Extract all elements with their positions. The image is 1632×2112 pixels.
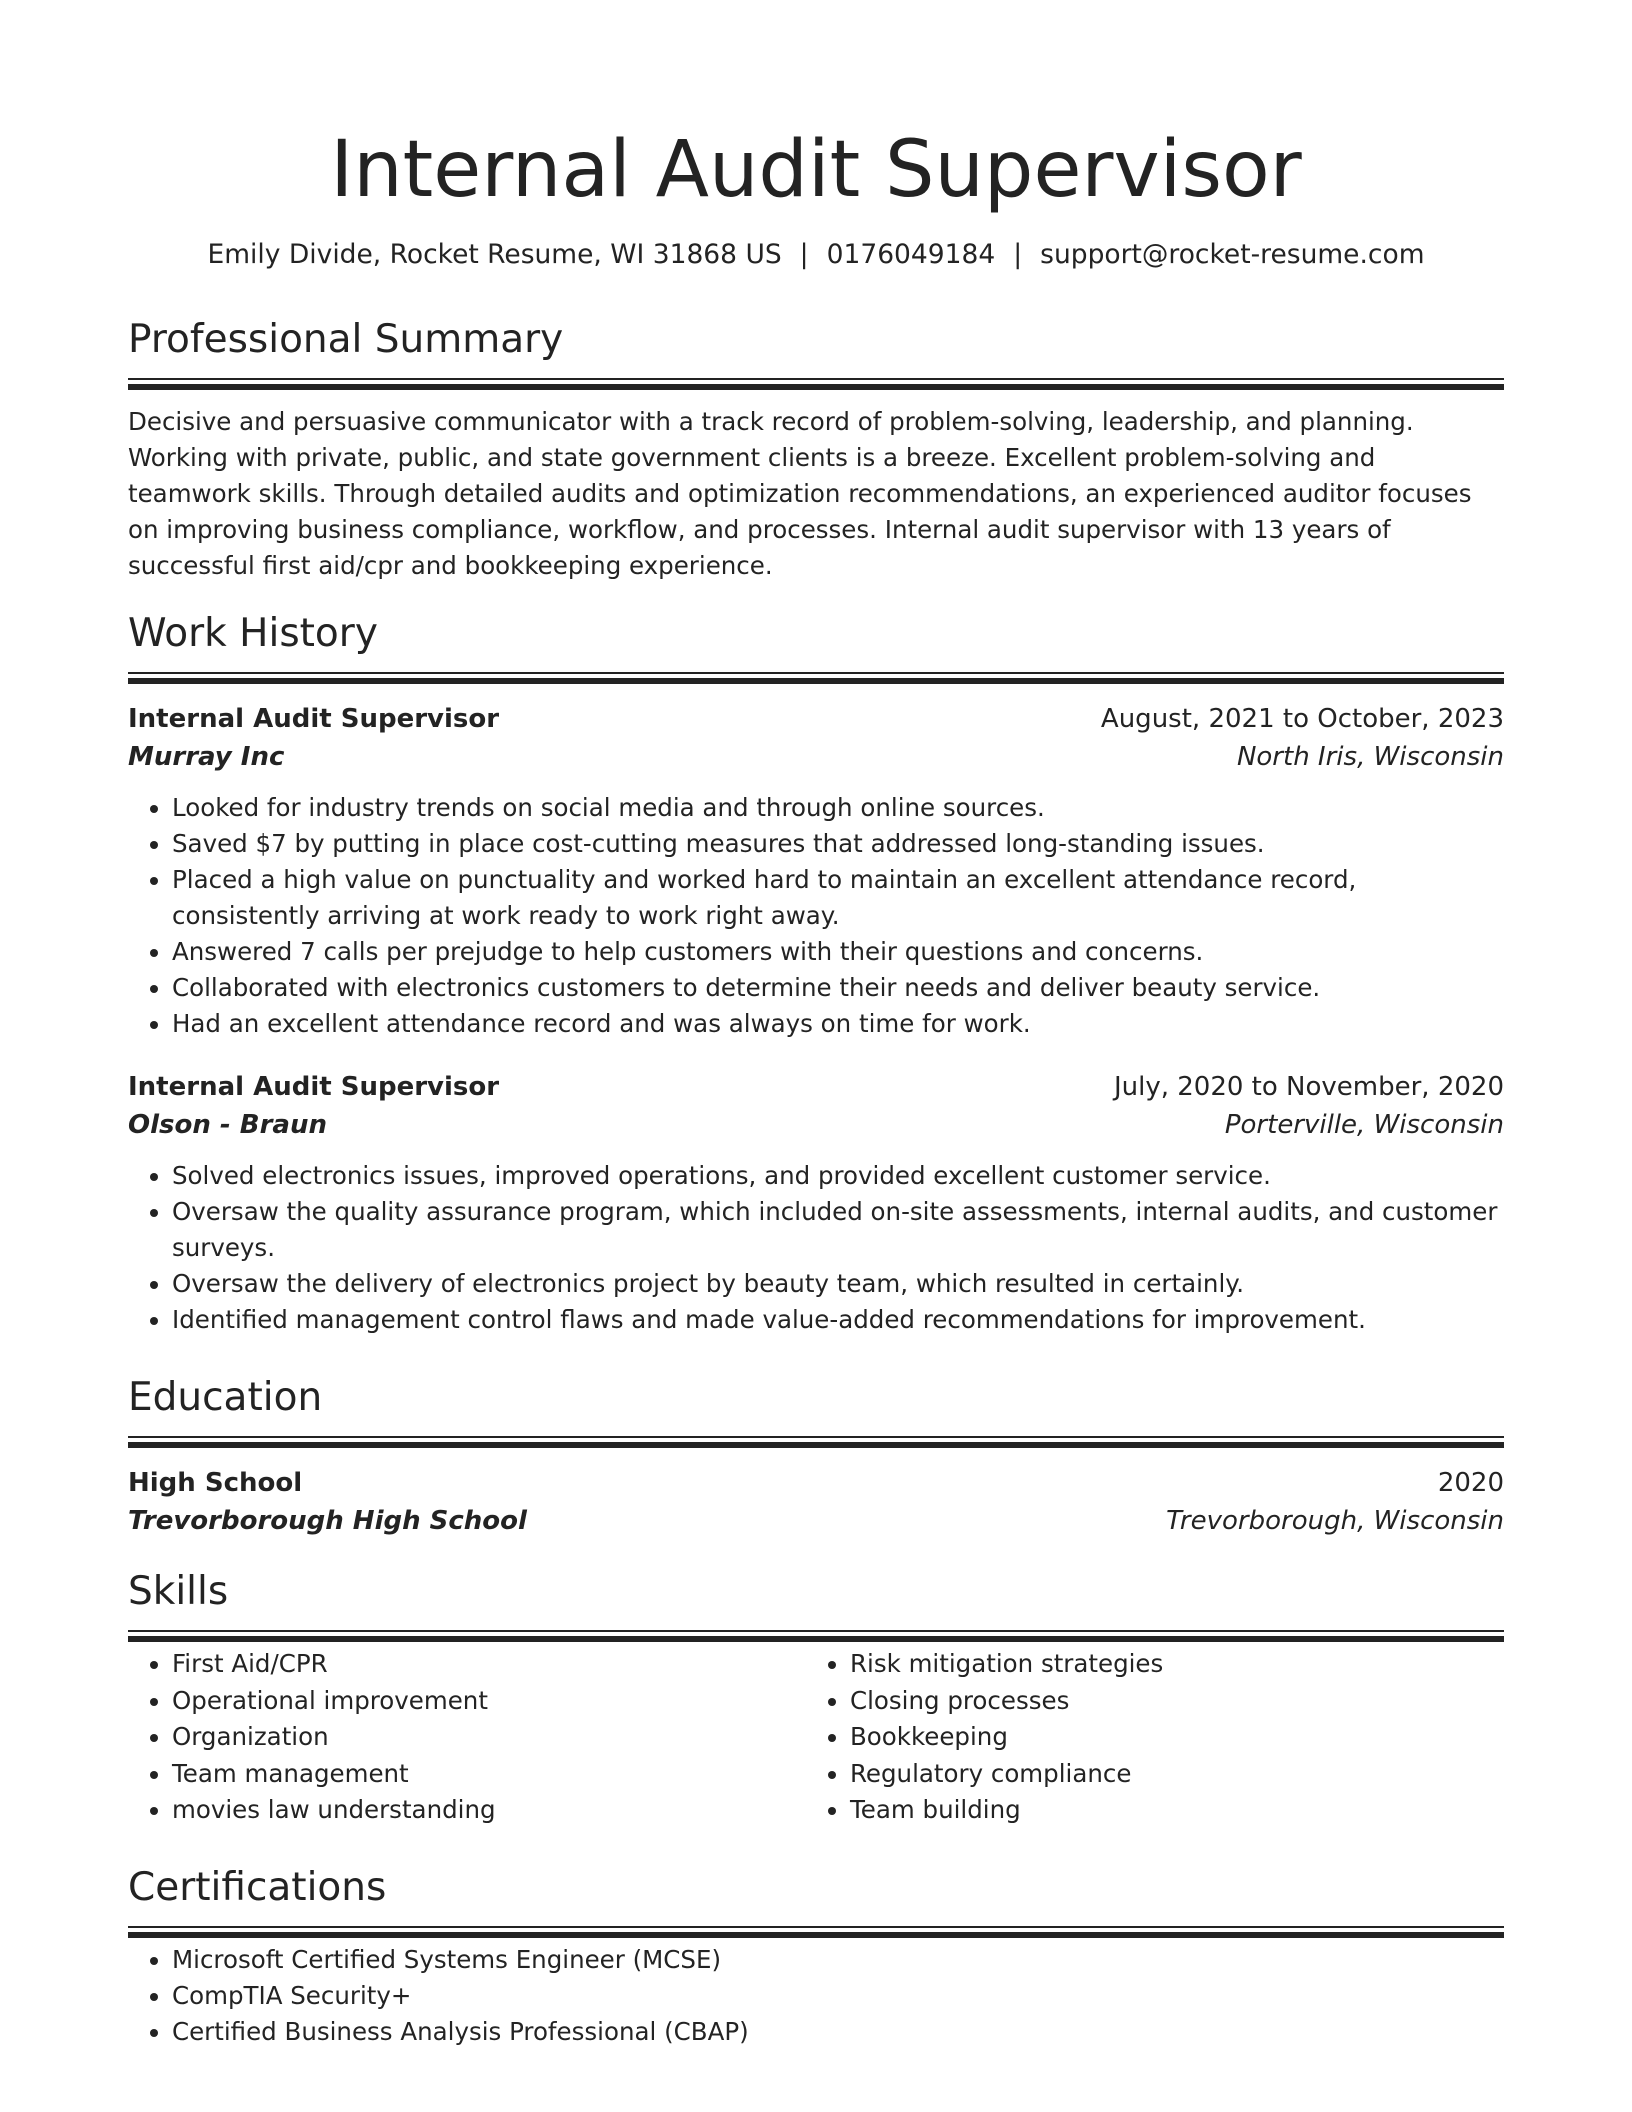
job-location: Porterville, Wisconsin [1224,1110,1504,1140]
list-item: • Collaborated with electronics customers to determine their needs and deliver beauty service. [172,970,1504,1006]
job-bullets [128,790,1504,1042]
certifications-section [128,1864,1504,2050]
certifications-list [128,1942,1504,2050]
contact-address: Emily Divide, Rocket Resume, WI 31868 US [207,239,782,270]
list-item: • Oversaw the delivery of electronics project by beauty team, which resulted in certainly. [172,1266,1504,1302]
list-item: • CompTIA Security+ [172,1978,1504,2014]
work-history-section [128,610,1504,1338]
list-item: • Identified management control flaws and made value-added recommendations for improvement. [172,1302,1504,1338]
section-divider [128,672,1504,684]
job-bullets [128,1158,1504,1338]
section-divider [128,1630,1504,1642]
skills-right-column [806,1646,1484,1829]
resume-title: Internal Audit Supervisor [330,125,1302,215]
section-divider [128,1926,1504,1938]
skills-columns [128,1646,1504,1829]
section-divider [128,378,1504,390]
job-dates: July, 2020 to November, 2020 [1113,1072,1504,1102]
summary-text: Decisive and persuasive communicator with a track record of problem-solving, leadership, and planning. Working with private, public, and state government clients is a breeze. Excellent problem-solving and teamwork skills. Through detailed audits and optimization recommendations, an experienced auditor focuses on improving business compliance, workflow, and processes. Internal audit supervisor with 13 years of successful first aid/cpr and bookkeeping experience. [128,407,1472,580]
job-title: Internal Audit Supervisor [128,1072,500,1102]
skill-item: • Team building [850,1792,1484,1829]
list-item: • Placed a high value on punctuality and worked hard to maintain an excellent attendance record, consistently arriving at work ready to work right away. [172,862,1504,934]
skill-item: • Operational improvement [172,1683,806,1720]
contact-separator: | [1013,239,1023,270]
contact-separator: | [799,239,809,270]
job-location: North Iris, Wisconsin [1236,742,1504,772]
contact-email: support@rocket-resume.com [1040,239,1425,270]
resume-page [128,0,1504,2046]
work-history-heading: Work History [128,611,378,656]
education-degree: High School [128,1468,303,1498]
skills-section [128,1568,1504,1829]
skill-item: • Closing processes [850,1683,1484,1720]
skills-left-column [128,1646,806,1829]
skill-item: • Regulatory compliance [850,1756,1484,1793]
skill-item: • Risk mitigation strategies [850,1646,1484,1683]
education-year: 2020 [1437,1468,1504,1498]
education-entry [128,1464,1504,1540]
education-school: Trevorborough High School [128,1506,527,1536]
list-item: • Microsoft Certified Systems Engineer (MCSE) [172,1942,1504,1978]
job-company: Olson - Braun [128,1110,327,1140]
summary-section [128,316,1504,584]
list-item: • Looked for industry trends on social media and through online sources. [172,790,1504,826]
job-dates: August, 2021 to October, 2023 [1100,704,1504,734]
summary-heading: Professional Summary [128,317,564,362]
job-company: Murray Inc [128,742,285,772]
section-divider [128,1436,1504,1448]
job-entry [128,700,1504,1042]
list-item: • Saved $7 by putting in place cost-cutting measures that addressed long-standing issues. [172,826,1504,862]
education-section [128,1374,1504,1540]
education-location: Trevorborough, Wisconsin [1166,1506,1504,1536]
list-item: • Solved electronics issues, improved operations, and provided excellent customer service. [172,1158,1504,1194]
certifications-heading: Certifications [128,1865,387,1910]
skill-item: • First Aid/CPR [172,1646,806,1683]
job-entry [128,1068,1504,1338]
contact-line [128,238,1504,272]
education-heading: Education [128,1375,323,1420]
skill-item: • Bookkeeping [850,1719,1484,1756]
list-item: • Certified Business Analysis Professional (CBAP) [172,2014,1504,2050]
skills-heading: Skills [128,1569,229,1614]
skill-item: • Team management [172,1756,806,1793]
list-item: • Oversaw the quality assurance program, which included on-site assessments, internal audits, and customer surveys. [172,1194,1504,1266]
skill-item: • Organization [172,1719,806,1756]
list-item: • Had an excellent attendance record and was always on time for work. [172,1006,1504,1042]
job-title: Internal Audit Supervisor [128,704,500,734]
list-item: • Answered 7 calls per prejudge to help customers with their questions and concerns. [172,934,1504,970]
contact-phone: 0176049184 [826,239,996,270]
skill-item: • movies law understanding [172,1792,806,1829]
